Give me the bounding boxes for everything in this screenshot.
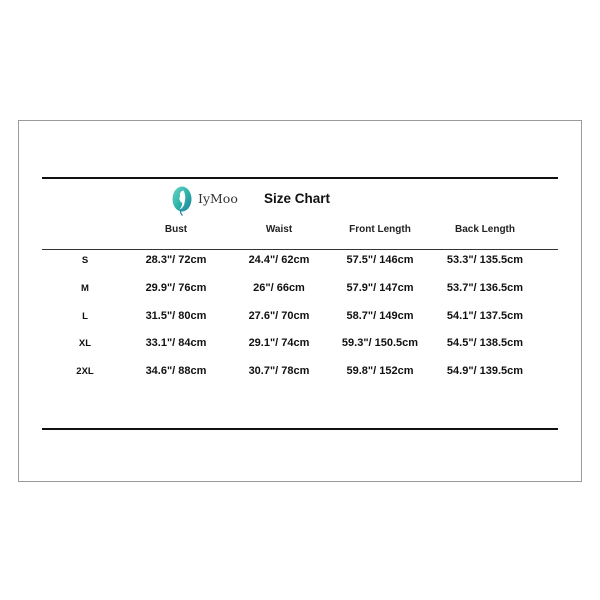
front-length-value: 58.7"/ 149cm (346, 310, 414, 322)
size-label: XL (78, 338, 92, 349)
table-row (0, 282, 600, 298)
brand-name: IyMoo (198, 190, 238, 206)
brand (172, 184, 238, 218)
size-label: M (81, 283, 89, 294)
top-rule (42, 177, 558, 179)
back-length-value: 54.1"/ 137.5cm (446, 310, 524, 322)
waist-value: 29.1"/ 74cm (248, 337, 310, 349)
bust-value: 28.3"/ 72cm (145, 254, 207, 266)
header-rule (42, 249, 558, 250)
bottom-rule (42, 428, 558, 430)
back-length-value: 53.3"/ 135.5cm (446, 254, 524, 266)
size-label: L (82, 311, 88, 322)
front-length-value: 59.8"/ 152cm (346, 365, 414, 377)
waist-value: 30.7"/ 78cm (248, 365, 310, 377)
column-header-back-length: Back Length (454, 224, 515, 235)
column-header-waist: Waist (265, 224, 293, 235)
size-label: S (81, 255, 89, 266)
front-length-value: 57.9"/ 147cm (346, 282, 414, 294)
bust-value: 29.9"/ 76cm (145, 282, 207, 294)
waist-value: 27.6"/ 70cm (248, 310, 310, 322)
table-row (0, 310, 600, 326)
back-length-value: 54.9"/ 139.5cm (446, 365, 524, 377)
waist-value: 24.4"/ 62cm (248, 254, 310, 266)
silhouette-logo-icon (172, 186, 192, 216)
back-length-value: 53.7"/ 136.5cm (446, 282, 524, 294)
size-label: 2XL (76, 366, 94, 377)
bust-value: 31.5"/ 80cm (145, 310, 207, 322)
page-title: Size Chart (264, 191, 331, 206)
waist-value: 26"/ 66cm (253, 282, 305, 294)
table-row (0, 337, 600, 353)
bust-value: 33.1"/ 84cm (145, 337, 207, 349)
bust-value: 34.6"/ 88cm (145, 365, 207, 377)
column-header-front-length: Front Length (349, 224, 411, 235)
front-length-value: 57.5"/ 146cm (346, 254, 414, 266)
back-length-value: 54.5"/ 138.5cm (446, 337, 524, 349)
table-row (0, 365, 600, 381)
table-row (0, 254, 600, 270)
column-header-bust: Bust (164, 224, 188, 235)
front-length-value: 59.3"/ 150.5cm (341, 337, 419, 349)
